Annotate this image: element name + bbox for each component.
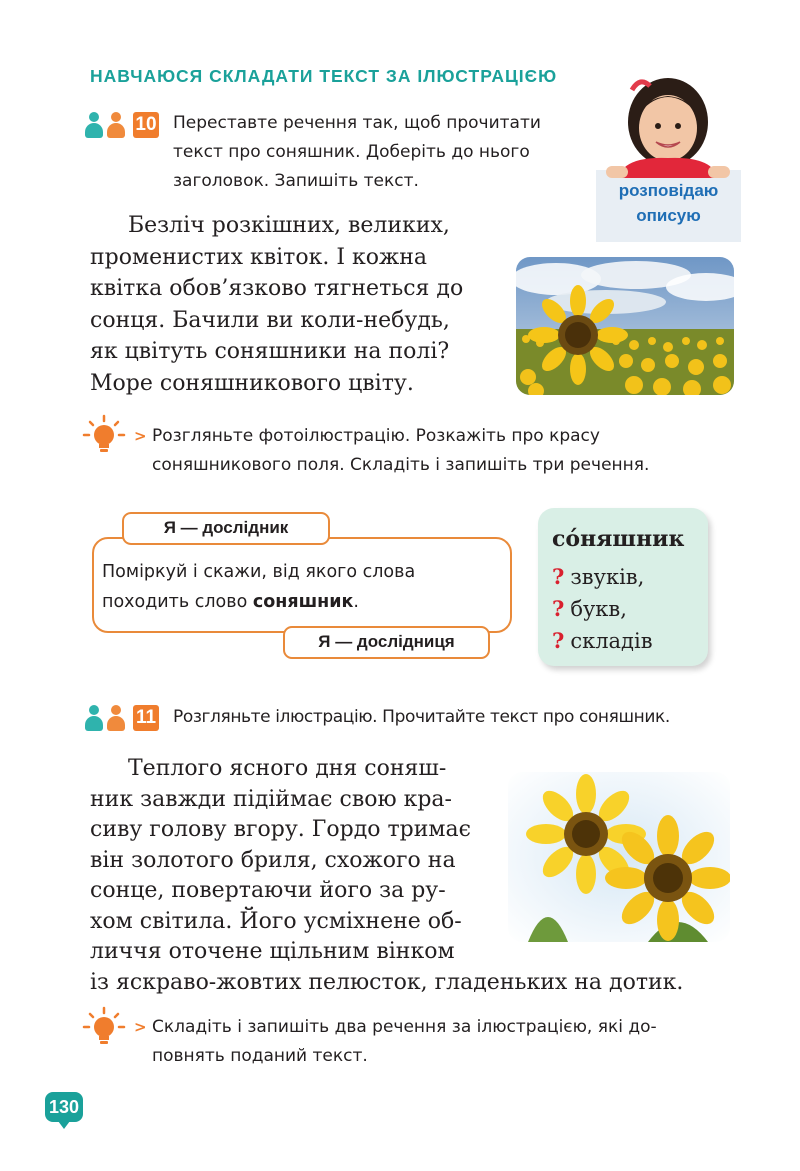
sunflower-field-photo <box>516 257 734 395</box>
sunflowers-closeup-photo <box>508 772 730 942</box>
girl-narrator-card <box>596 70 741 242</box>
girl-illustration <box>596 70 741 178</box>
task-11-instruction: Розгляньте ілюстрацію. Прочитайте текст про соняшник. <box>173 707 670 727</box>
lightbulb-icon <box>82 1006 126 1050</box>
task-number-badge: 11 <box>133 705 159 731</box>
pair-work-icon <box>84 112 130 138</box>
page-number: 130 <box>45 1092 83 1122</box>
task-10-text: Безліч розкішних, великих, променистих квіток. І кожна квітка обов’язково тягнеться до сонця. Бачили ви коли-небудь, як цвітуть соняшники на полі? Море соняшникового цвіту. <box>90 213 464 396</box>
researcher-question: Поміркуй і скажи, від якого слова походить слово соняшник. <box>102 562 416 612</box>
word-card-row-syllables: складів <box>570 629 653 653</box>
page-number-tail <box>58 1121 70 1129</box>
lightbulb-icon <box>82 414 126 458</box>
word-analysis-card: со́няшник ? звуків, ? букв, ? складів <box>538 508 708 666</box>
pair-work-icon <box>84 705 130 731</box>
tip-1-text: Розгляньте фотоілюстрацію. Розкажіть про красу соняшникового поля. Складіть і запишіть три речення. <box>152 426 650 475</box>
tip-2-text: Складіть і запишіть два речення за ілюстрацією, які до- повнять поданий текст. <box>152 1017 657 1066</box>
label-researcher-female: Я — дослідниця <box>283 626 490 659</box>
label-researcher-male: Я — дослідник <box>122 512 330 545</box>
task-10-instruction: Переставте речення так, щоб прочитати текст про соняшник. Доберіть до нього заголовок. Запишіть текст. <box>173 113 541 191</box>
task-number-badge: 10 <box>133 112 159 138</box>
tip-arrow: > <box>134 427 147 445</box>
tip-arrow: > <box>134 1018 147 1036</box>
task-11-text: Теплого ясного дня соняш- ник завжди підіймає свою кра- сиву голову вгору. Гордо тримає він золотого бриля, схожого на сонце, повертаючи його за ру- хом світила. Його усміхнене об- личчя оточене щільним вінком із яскраво-жовтих пелюсток, гладеньких на дотик. <box>90 756 684 995</box>
word-card-row-sounds: звуків, <box>570 565 645 589</box>
word-card-row-letters: букв, <box>570 597 627 621</box>
word-sonyashnyk: со́няшник <box>552 526 685 552</box>
girl-card-label: розповідаю описую <box>618 181 719 225</box>
section-title: НАВЧАЮСЯ СКЛАДАТИ ТЕКСТ ЗА ІЛЮСТРАЦІЄЮ <box>90 66 558 86</box>
